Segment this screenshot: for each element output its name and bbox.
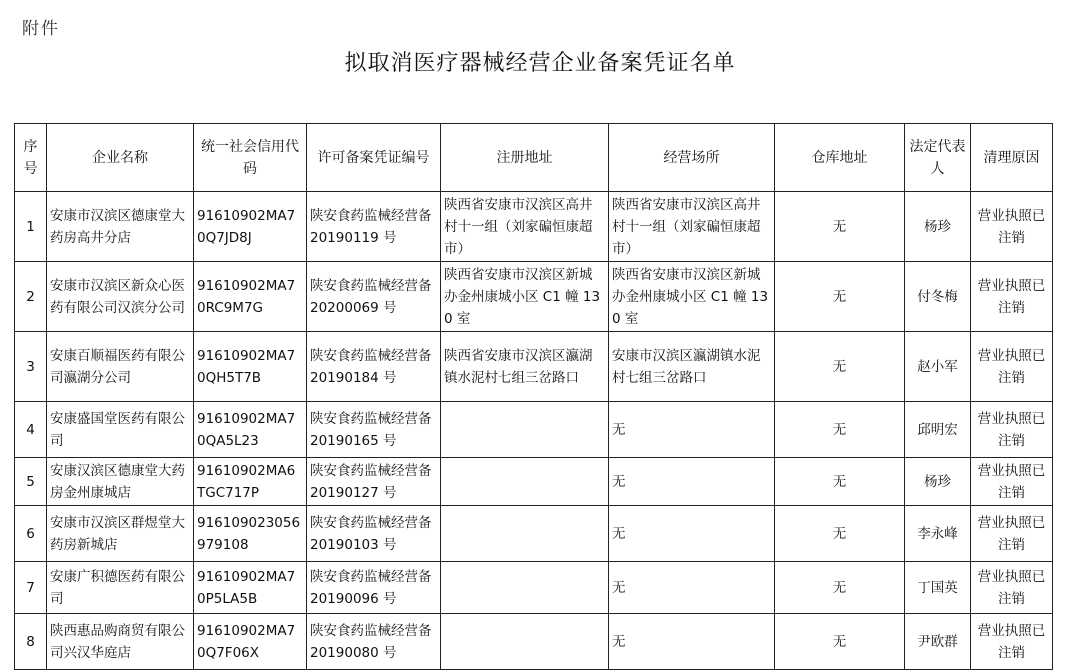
- cell-reg-addr: [441, 562, 609, 614]
- cell-rep: 李永峰: [905, 506, 971, 562]
- cell-warehouse: 无: [775, 458, 905, 506]
- cell-cert: 陕安食药监械经营备 20190165 号: [307, 402, 441, 458]
- cell-code: 91610902MA6TGC717P: [194, 458, 307, 506]
- cell-warehouse: 无: [775, 506, 905, 562]
- cell-no: 1: [15, 192, 47, 262]
- cell-name: 安康市汉滨区德康堂大药房高井分店: [47, 192, 194, 262]
- cell-cert: 陕安食药监械经营备 20190127 号: [307, 458, 441, 506]
- cell-rep: 杨珍: [905, 458, 971, 506]
- table-row: [15, 332, 1053, 402]
- cell-reg-addr: 陕西省安康市汉滨区新城办金州康城小区 C1 幢 130 室: [441, 262, 609, 332]
- cell-name: 安康市汉滨区群煜堂大药房新城店: [47, 506, 194, 562]
- cell-no: 7: [15, 562, 47, 614]
- cell-cert: 陕安食药监械经营备 20200069 号: [307, 262, 441, 332]
- cell-reason: 营业执照已注销: [971, 192, 1053, 262]
- cell-no: 2: [15, 262, 47, 332]
- cell-name: 安康百顺福医药有限公司瀛湖分公司: [47, 332, 194, 402]
- cell-warehouse: 无: [775, 332, 905, 402]
- cell-name: 安康汉滨区德康堂大药房金州康城店: [47, 458, 194, 506]
- col-header: 序号: [15, 124, 47, 192]
- cell-rep: 丁国英: [905, 562, 971, 614]
- cell-rep: 邱明宏: [905, 402, 971, 458]
- cell-reg-addr: [441, 458, 609, 506]
- cell-biz-addr: 陕西省安康市汉滨区高井村十一组（刘家碥恒康超市）: [609, 192, 775, 262]
- cell-reason: 营业执照已注销: [971, 562, 1053, 614]
- cell-reason: 营业执照已注销: [971, 506, 1053, 562]
- col-header: 企业名称: [47, 124, 194, 192]
- table-row: [15, 506, 1053, 562]
- cell-rep: 赵小军: [905, 332, 971, 402]
- table-row: [15, 458, 1053, 506]
- cell-no: 6: [15, 506, 47, 562]
- cell-biz-addr: 无: [609, 458, 775, 506]
- cell-code: 91610902MA70P5LA5B: [194, 562, 307, 614]
- col-header: 仓库地址: [775, 124, 905, 192]
- cell-reg-addr: [441, 506, 609, 562]
- cell-rep: 杨珍: [905, 192, 971, 262]
- cell-name: 安康市汉滨区新众心医药有限公司汉滨分公司: [47, 262, 194, 332]
- cell-reg-addr: 陕西省安康市汉滨区高井村十一组（刘家碥恒康超市）: [441, 192, 609, 262]
- cell-reason: 营业执照已注销: [971, 614, 1053, 670]
- cell-biz-addr: 陕西省安康市汉滨区新城办金州康城小区 C1 幢 130 室: [609, 262, 775, 332]
- col-header: 统一社会信用代码: [194, 124, 307, 192]
- table-row: [15, 614, 1053, 670]
- cell-cert: 陕安食药监械经营备 20190184 号: [307, 332, 441, 402]
- cell-reg-addr: 陕西省安康市汉滨区瀛湖镇水泥村七组三岔路口: [441, 332, 609, 402]
- page-title: 拟取消医疗器械经营企业备案凭证名单: [344, 51, 736, 76]
- table-row: [15, 402, 1053, 458]
- table-row: [15, 192, 1053, 262]
- cell-name: 陕西惠品购商贸有限公司兴汉华庭店: [47, 614, 194, 670]
- cell-biz-addr: 无: [609, 402, 775, 458]
- cell-no: 8: [15, 614, 47, 670]
- cell-rep: 付冬梅: [905, 262, 971, 332]
- cell-rep: 尹欧群: [905, 614, 971, 670]
- cell-code: 91610902MA70RC9M7G: [194, 262, 307, 332]
- cell-biz-addr: 无: [609, 506, 775, 562]
- attachment-label: 附件: [22, 19, 60, 39]
- cell-warehouse: 无: [775, 614, 905, 670]
- cell-cert: 陕安食药监械经营备 20190103 号: [307, 506, 441, 562]
- cell-no: 3: [15, 332, 47, 402]
- cell-biz-addr: 安康市汉滨区瀛湖镇水泥村七组三岔路口: [609, 332, 775, 402]
- cell-code: 91610902MA70QH5T7B: [194, 332, 307, 402]
- cell-code: 916109023056979108: [194, 506, 307, 562]
- cell-no: 4: [15, 402, 47, 458]
- cell-reg-addr: [441, 402, 609, 458]
- cell-code: 91610902MA70QA5L23: [194, 402, 307, 458]
- table-row: [15, 562, 1053, 614]
- cell-cert: 陕安食药监械经营备 20190096 号: [307, 562, 441, 614]
- cell-biz-addr: 无: [609, 562, 775, 614]
- table-row: [15, 262, 1053, 332]
- cell-warehouse: 无: [775, 192, 905, 262]
- col-header: 许可备案凭证编号: [307, 124, 441, 192]
- col-header: 经营场所: [609, 124, 775, 192]
- cell-cert: 陕安食药监械经营备 20190119 号: [307, 192, 441, 262]
- cell-warehouse: 无: [775, 262, 905, 332]
- cell-reason: 营业执照已注销: [971, 458, 1053, 506]
- cell-reg-addr: [441, 614, 609, 670]
- cell-biz-addr: 无: [609, 614, 775, 670]
- cell-code: 91610902MA70Q7F06X: [194, 614, 307, 670]
- cell-reason: 营业执照已注销: [971, 262, 1053, 332]
- cell-warehouse: 无: [775, 562, 905, 614]
- header-row: [15, 124, 1053, 192]
- cell-no: 5: [15, 458, 47, 506]
- record-table: [14, 123, 1053, 670]
- cell-reason: 营业执照已注销: [971, 332, 1053, 402]
- cell-code: 91610902MA70Q7JD8J: [194, 192, 307, 262]
- cell-name: 安康盛国堂医药有限公司: [47, 402, 194, 458]
- cell-reason: 营业执照已注销: [971, 402, 1053, 458]
- col-header: 注册地址: [441, 124, 609, 192]
- cell-warehouse: 无: [775, 402, 905, 458]
- cell-cert: 陕安食药监械经营备 20190080 号: [307, 614, 441, 670]
- col-header: 清理原因: [971, 124, 1053, 192]
- cell-name: 安康广积德医药有限公司: [47, 562, 194, 614]
- col-header: 法定代表人: [905, 124, 971, 192]
